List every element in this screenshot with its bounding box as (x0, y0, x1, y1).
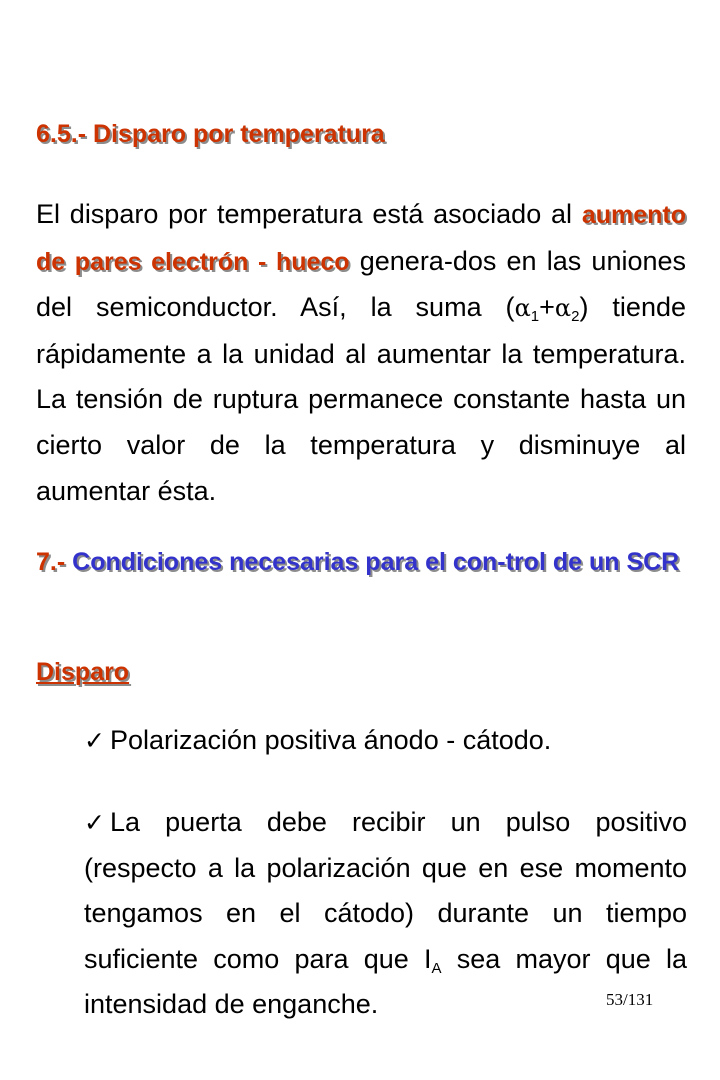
section-7-title: Condiciones necesarias para el con-trol de un SCR (65, 548, 680, 576)
check-icon: ✓ (84, 726, 105, 755)
alpha-symbol-2: α (554, 294, 572, 323)
alpha-symbol: α (514, 294, 531, 323)
bullet-2-end: sea mayor que la intensidad de enganche. (84, 943, 687, 1020)
bullet-item-2 (84, 800, 687, 1028)
page-number: 53/131 (606, 990, 654, 1009)
alpha-subscript-1: 1 (530, 308, 540, 326)
check-icon: ✓ (84, 808, 105, 837)
section-7-number: 7.- (36, 548, 66, 576)
bullet-1-text: Polarización positiva ánodo - cátodo. (110, 725, 552, 755)
body-paragraph (36, 192, 686, 514)
section-6-5-heading: 6.5.- Disparo por temperatura (36, 120, 385, 148)
paragraph-part-2: genera-dos en las uniones del semiconductor. Así, la suma ( (36, 245, 687, 323)
paragraph-part-3: ) tiende rápidamente a la unidad al aumentar la temperatura. La tensión de ruptura permanece constante hasta un cierto valor de la temperatura y disminuye al aumentar ésta. (36, 292, 686, 506)
plus-sign: + (539, 292, 555, 323)
section-7-heading (36, 546, 686, 579)
bullet-item-1 (84, 718, 687, 764)
disparo-subheading: Disparo (36, 658, 130, 686)
highlight-text: aumento de pares electrón - hueco (36, 201, 686, 276)
alpha-subscript-2: 2 (571, 308, 580, 326)
subscript-a: A (431, 959, 442, 977)
paragraph-part-1: El disparo por temperatura está asociado al (36, 199, 582, 229)
bullet-2-text: La puerta debe recibir un pulso positivo (respecto a la polarización que en ese momento tengamos en el cátodo) durante un tiempo suficiente como para que I (84, 807, 687, 974)
